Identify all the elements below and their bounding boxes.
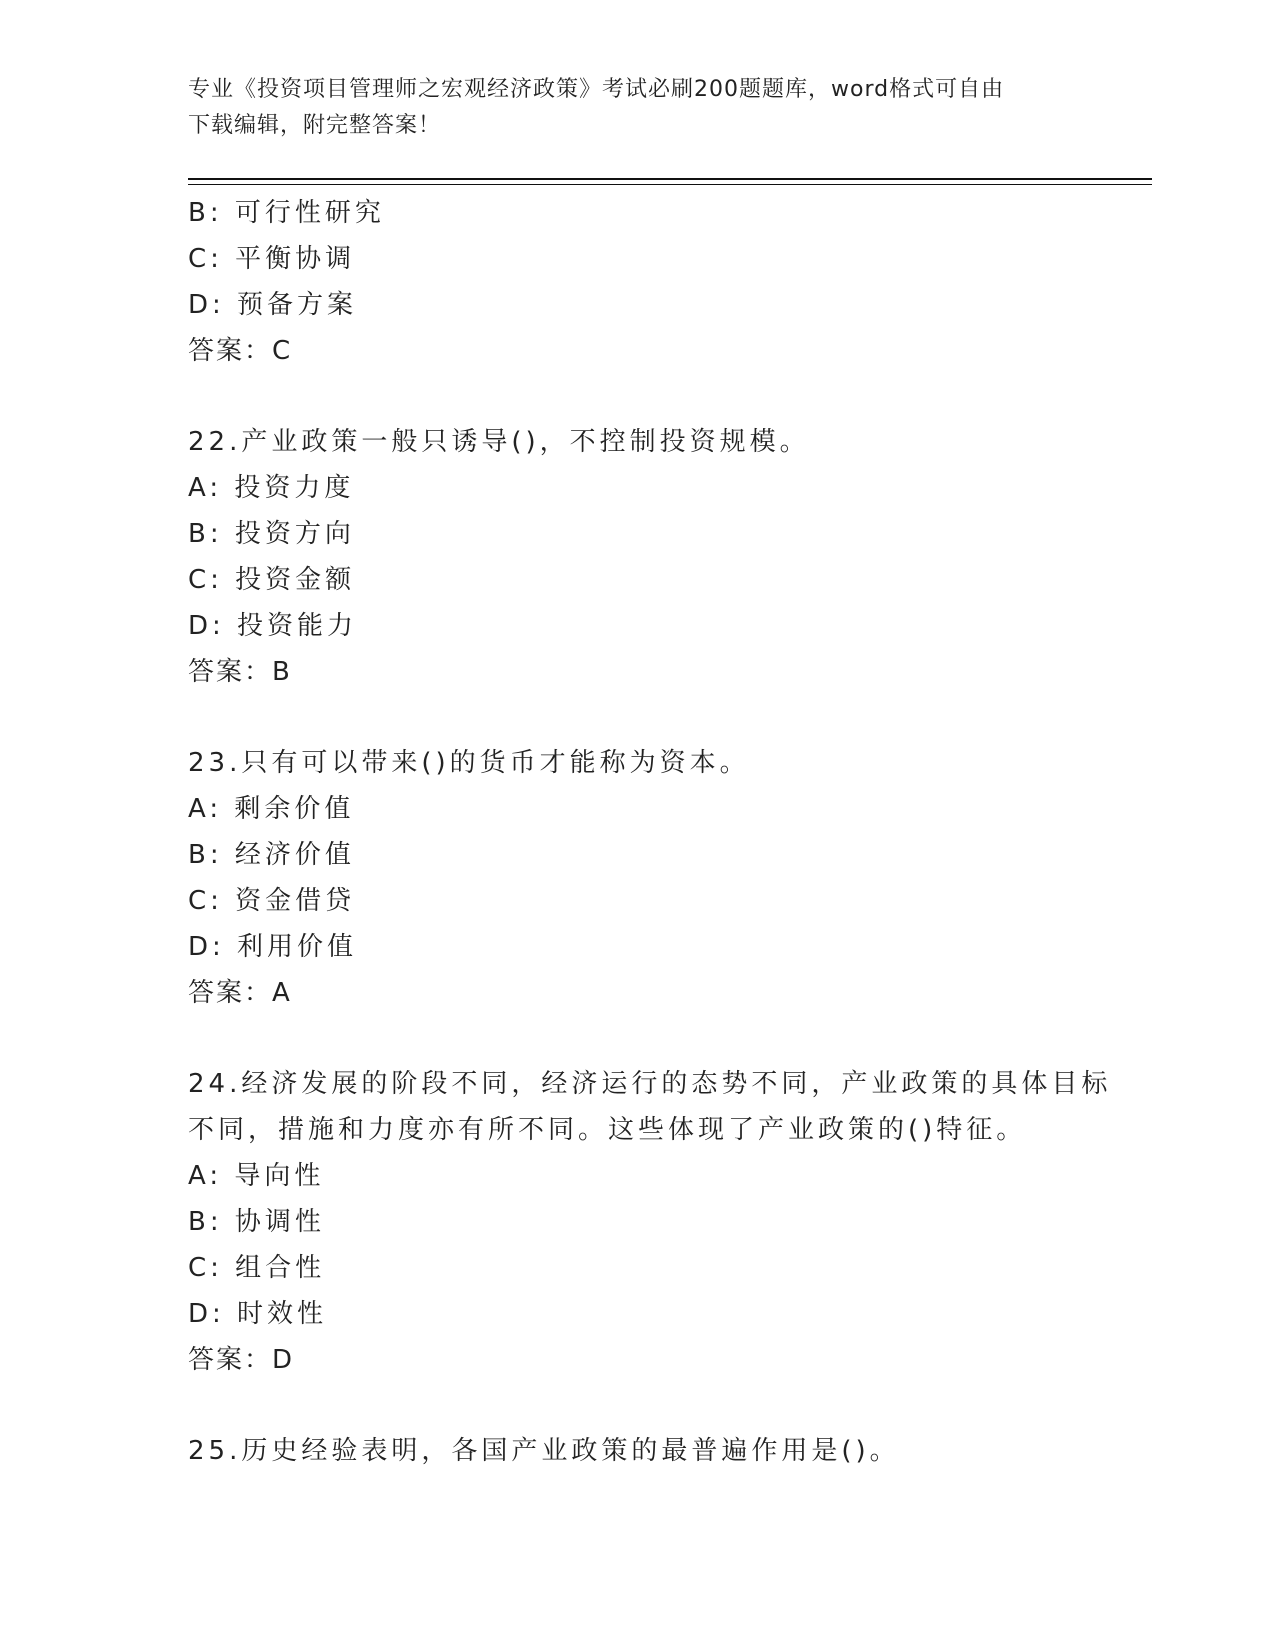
option-c: C: 组合性 xyxy=(188,1253,326,1283)
spacer xyxy=(188,1016,1152,1061)
option-a: A: 剩余价值 xyxy=(188,794,355,824)
question-22 xyxy=(188,419,1152,695)
question-23 xyxy=(188,740,1152,1016)
question-25 xyxy=(188,1428,1152,1474)
answer: 答案：A xyxy=(188,978,292,1008)
header-divider xyxy=(188,178,1152,185)
spacer xyxy=(188,1383,1152,1428)
document-header xyxy=(188,72,1068,144)
question-21 xyxy=(188,190,1152,374)
option-c: C: 投资金额 xyxy=(188,565,356,595)
option-d: D: 预备方案 xyxy=(188,290,358,320)
question-text: 23.只有可以带来()的货币才能称为资本。 xyxy=(188,748,750,778)
spacer xyxy=(188,695,1152,740)
answer: 答案：C xyxy=(188,336,293,366)
option-a: A: 导向性 xyxy=(188,1161,325,1191)
question-list xyxy=(188,190,1152,1474)
option-b: B: 可行性研究 xyxy=(188,198,385,228)
option-d: D: 时效性 xyxy=(188,1299,328,1329)
question-text: 25.历史经验表明，各国产业政策的最普遍作用是()。 xyxy=(188,1436,900,1466)
option-b: B: 协调性 xyxy=(188,1207,325,1237)
question-text: 22.产业政策一般只诱导()，不控制投资规模。 xyxy=(188,427,810,457)
option-c: C: 资金借贷 xyxy=(188,886,356,916)
answer: 答案：B xyxy=(188,657,292,687)
spacer xyxy=(188,374,1152,419)
option-a: A: 投资力度 xyxy=(188,473,355,503)
question-text-line-1: 24.经济发展的阶段不同，经济运行的态势不同，产业政策的具体目标 xyxy=(188,1069,1112,1099)
answer: 答案：D xyxy=(188,1345,295,1375)
option-d: D: 投资能力 xyxy=(188,611,358,641)
question-text-line-2: 不同，措施和力度亦有所不同。这些体现了产业政策的()特征。 xyxy=(188,1115,1027,1145)
option-b: B: 投资方向 xyxy=(188,519,355,549)
intro-line-1: 专业《投资项目管理师之宏观经济政策》考试必刷200题题库，word格式可自由 xyxy=(188,77,1005,102)
question-24 xyxy=(188,1061,1152,1383)
intro-line-2: 下载编辑，附完整答案！ xyxy=(188,113,442,138)
option-b: B: 经济价值 xyxy=(188,840,355,870)
option-c: C: 平衡协调 xyxy=(188,244,356,274)
option-d: D: 利用价值 xyxy=(188,932,358,962)
